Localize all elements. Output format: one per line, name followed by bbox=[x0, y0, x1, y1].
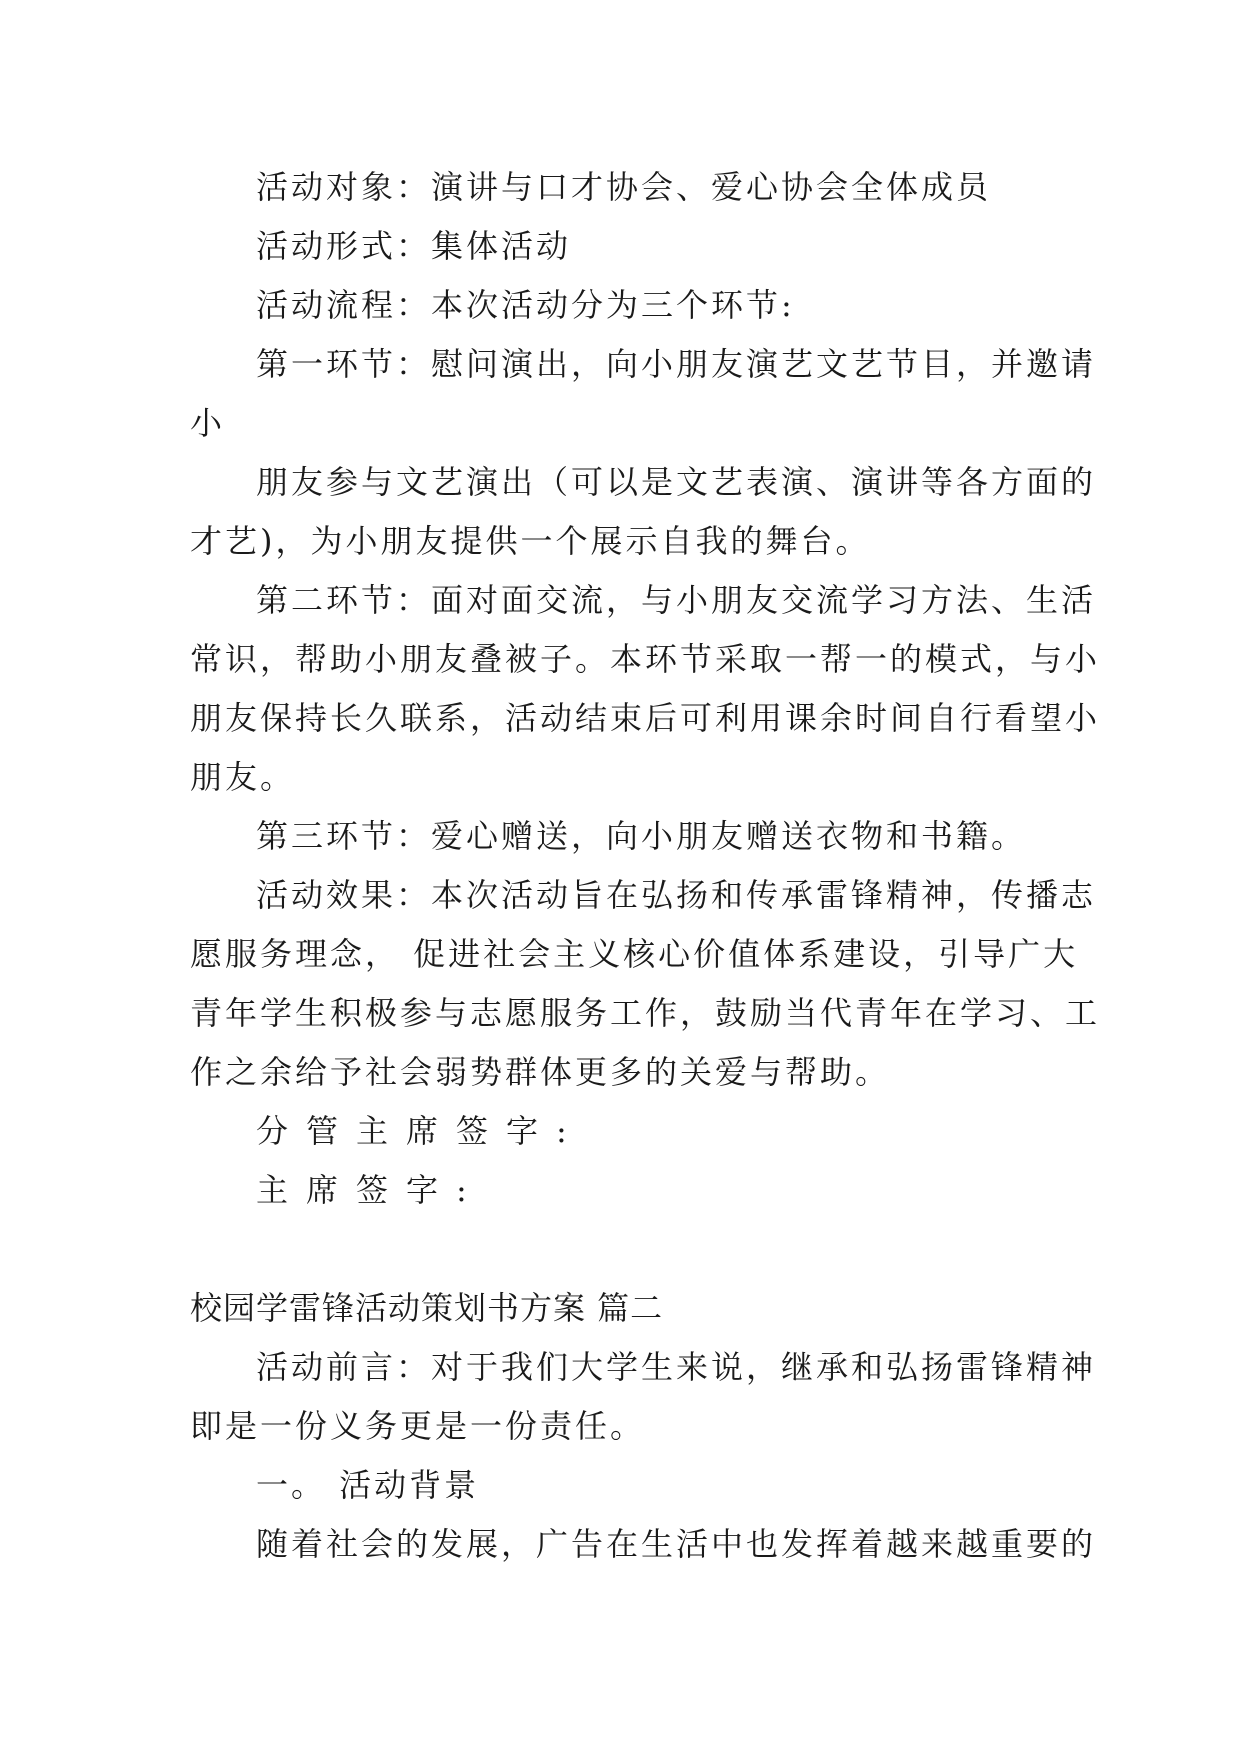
text-line-stage-one-detail-cont: 才艺)，为小朋友提供一个展示自我的舞台。 bbox=[190, 522, 871, 560]
text-line-activity-effect: 活动效果：本次活动旨在弘扬和传承雷锋精神，传播志 bbox=[256, 876, 1097, 914]
text-line-stage-two-cont-3: 朋友。 bbox=[190, 758, 296, 796]
signature-line-vice-chair: 分管主席签字: bbox=[256, 1112, 585, 1150]
signature-line-chair: 主席签字: bbox=[256, 1171, 485, 1209]
document-page bbox=[190, 158, 1101, 1574]
subheading-background: 一。 活动背景 bbox=[256, 1466, 480, 1504]
text-line-preface-cont: 即是一份义务更是一份责任。 bbox=[190, 1407, 646, 1445]
text-line-preface: 活动前言：对于我们大学生来说，继承和弘扬雷锋精神 bbox=[256, 1348, 1097, 1386]
text-line-stage-one-cont: 小 bbox=[190, 404, 226, 442]
text-line-activity-target: 活动对象：演讲与口才协会、爱心协会全体成员 bbox=[256, 168, 992, 206]
text-line-stage-two: 第二环节：面对面交流，与小朋友交流学习方法、生活 bbox=[256, 581, 1097, 619]
text-line-activity-process: 活动流程：本次活动分为三个环节: bbox=[256, 286, 795, 324]
section-heading-part-two: 校园学雷锋活动策划书方案 篇二 bbox=[190, 1289, 664, 1327]
text-line-activity-form: 活动形式：集体活动 bbox=[256, 227, 572, 265]
text-line-stage-two-cont-1: 常识，帮助小朋友叠被子。本环节采取一帮一的模式，与小 bbox=[190, 640, 1101, 678]
text-line-activity-effect-cont-3: 作之余给予社会弱势群体更多的关爱与帮助。 bbox=[190, 1053, 891, 1091]
text-line-activity-effect-cont-2: 青年学生积极参与志愿服务工作，鼓励当代青年在学习、工 bbox=[190, 994, 1101, 1032]
text-line-stage-one-detail: 朋友参与文艺演出（可以是文艺表演、演讲等各方面的 bbox=[256, 463, 1097, 501]
text-line-stage-two-cont-2: 朋友保持长久联系，活动结束后可利用课余时间自行看望小 bbox=[190, 699, 1101, 737]
text-line-stage-one: 第一环节：慰问演出，向小朋友演艺文艺节目，并邀请 bbox=[256, 345, 1097, 383]
text-line-stage-three: 第三环节：爱心赠送，向小朋友赠送衣物和书籍。 bbox=[256, 817, 1027, 855]
text-line-activity-effect-cont-1: 愿服务理念， 促进社会主义核心价值体系建设，引导广大 bbox=[190, 935, 1079, 973]
text-line-background: 随着社会的发展，广告在生活中也发挥着越来越重要的 bbox=[256, 1525, 1097, 1563]
